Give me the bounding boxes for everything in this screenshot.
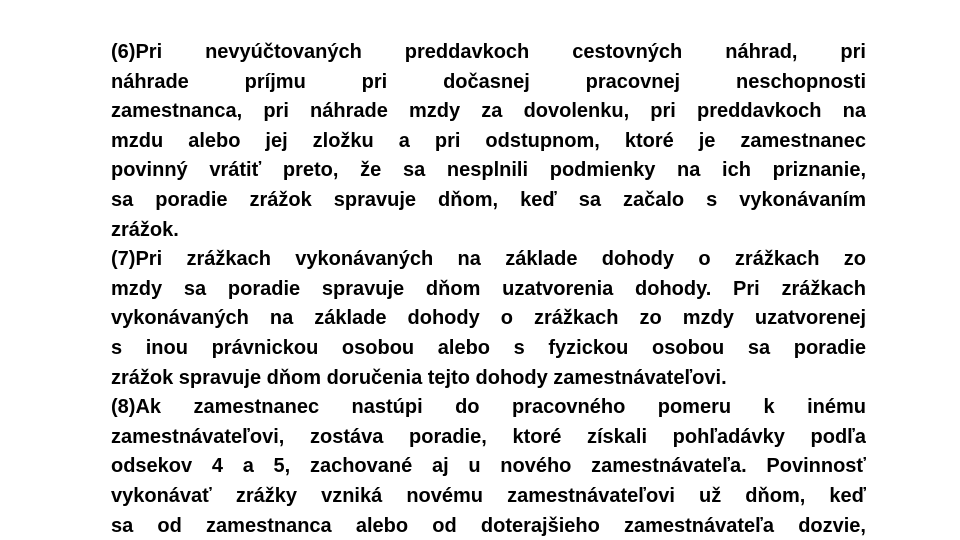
text-line: zamestnávateľovi, zostáva poradie, ktoré získali pohľadávky podľa	[111, 425, 866, 448]
document-text	[111, 38, 866, 540]
text-line: vykonávaných na základe dohody o zrážkach zo mzdy uzatvorenej	[111, 307, 866, 330]
text-line: mzdy sa poradie spravuje dňom uzatvorenia dohody. Pri zrážkach	[111, 277, 866, 300]
text-line: (8)Ak zamestnanec nastúpi do pracovného pomeru k inému	[111, 396, 866, 419]
text-line: náhrade príjmu pri dočasnej pracovnej neschopnosti	[111, 70, 866, 93]
text-line: vykonávať zrážky vzniká novému zamestnávateľovi už dňom, keď	[111, 484, 866, 507]
text-line: odsekov 4 a 5, zachované aj u nového zamestnávateľa. Povinnosť	[111, 455, 866, 478]
text-line: zrážok.	[111, 218, 179, 241]
text-line: zamestnanca, pri náhrade mzdy za dovolenku, pri preddavkoch na	[111, 100, 866, 123]
text-line: s inou právnickou osobou alebo s fyzickou osobou sa poradie	[111, 336, 866, 359]
text-line: sa od zamestnanca alebo od doterajšieho zamestnávateľa dozvie,	[111, 514, 866, 537]
text-line: zrážok spravuje dňom doručenia tejto dohody zamestnávateľovi.	[111, 366, 727, 389]
text-line: (6)Pri nevyúčtovaných preddavkoch cestovných náhrad, pri	[111, 41, 866, 63]
text-line: sa poradie zrážok spravuje dňom, keď sa začalo s vykonávaním	[111, 188, 866, 211]
text-line: mzdu alebo jej zložku a pri odstupnom, ktoré je zamestnanec	[111, 129, 866, 152]
text-line: (7)Pri zrážkach vykonávaných na základe dohody o zrážkach zo	[111, 248, 866, 271]
text-line: povinný vrátiť preto, že sa nesplnili podmienky na ich priznanie,	[111, 159, 866, 182]
